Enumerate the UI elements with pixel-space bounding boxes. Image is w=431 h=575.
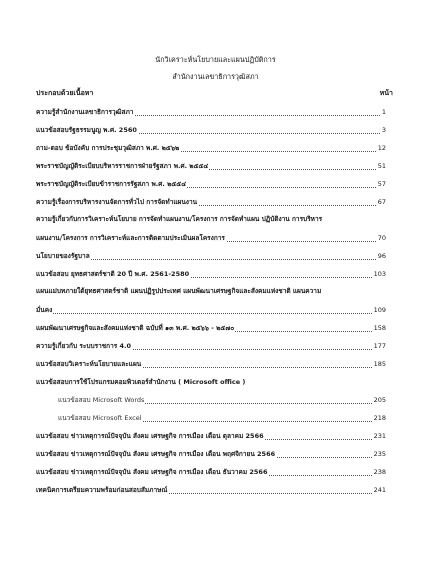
contents-label: ประกอบด้วยเนื้อหา — [36, 89, 94, 97]
toc-entry: เทคนิคการเตรียมความพร้อมก่อนสอบสัมภาษณ์ 241 — [36, 486, 386, 494]
toc-section-heading: แนวข้อสอบการใช้โปรแกรมคอมพิวเตอร์สำนักงาน ( Microsoft office ) — [36, 378, 246, 386]
toc-entry: พระราชบัญญัติระเบียบบริหารราชการฝ่ายรัฐสภา พ.ศ. ๒๕๕๔ 51 — [36, 162, 386, 170]
toc-entry: แผนพัฒนาเศรษฐกิจและสังคมแห่งชาติ ฉบับที่ ๑๓ พ.ศ. ๒๕๖๖ - ๒๕๗๐ 158 — [36, 324, 386, 332]
document-title: นักวิเคราะห์นโยบายและแผนปฏิบัติการ — [155, 55, 276, 64]
toc-entry: แผนงาน/โครงการ การวิเคราะห์และการติดตามประเมินผลโครงการ 70 — [36, 234, 386, 242]
toc-entry: แนวข้อสอบวิเคราะห์นโยบายและแผน 185 — [36, 360, 386, 368]
toc-entry: ความรู้เกี่ยวกับ ระบบราชการ 4.0 177 — [36, 342, 386, 350]
toc-subentry: แนวข้อสอบ Microsoft Words 205 — [58, 396, 386, 404]
toc-entry: นโยบายของรัฐบาล 96 — [36, 252, 386, 260]
document-subtitle: สำนักงานเลขาธิการวุฒิสภา — [172, 72, 259, 81]
toc-entry: แนวข้อสอบ ยุทธศาสตร์ชาติ 20 ปี พ.ศ. 2561-2580 103 — [36, 270, 386, 278]
toc-entry: แนวข้อสอบ ข่าวเหตุการณ์ปัจจุบัน สังคม เศรษฐกิจ การเมือง เดือน พฤศจิกายน 2566 235 — [36, 450, 386, 458]
toc-entry: มั่นคง 109 — [36, 306, 386, 314]
toc-entry: ความรู้เรื่องการบริหารงานจัดการทั่วไป การจัดทำแผนงาน 67 — [36, 198, 386, 206]
toc-subentry: แนวข้อสอบ Microsoft Excel 218 — [58, 414, 386, 422]
toc-entry-line1: ความรู้เกี่ยวกับการวิเคราะห์นโยบาย การจัดทำแผนงาน/โครงการ การจัดทำแผน ปฏิบัติงาน การบริหาร — [36, 215, 323, 223]
toc-entry: ความรู้สำนักงานเลขาธิการวุฒิสภา 1 — [36, 108, 386, 116]
toc-entry-line1: แผนแม่บทภายใต้ยุทธศาสตร์ชาติ แผนปฏิรูปประเทศ แผนพัฒนาเศรษฐกิจและสังคมแห่งชาติ แผนความ — [36, 287, 322, 295]
toc-entry: พระราชบัญญัติระเบียบข้าราชการรัฐสภา พ.ศ. ๒๕๕๔ 57 — [36, 180, 386, 188]
page-column-label: หน้า — [379, 89, 393, 97]
toc-entry: ถาม-ตอบ ข้อบังคับ การประชุมวุฒิสภา พ.ศ. ๒๕๖๒ 12 — [36, 144, 386, 152]
toc-entry: แนวข้อสอบ ข่าวเหตุการณ์ปัจจุบัน สังคม เศรษฐกิจ การเมือง เดือน ตุลาคม 2566 231 — [36, 432, 386, 440]
toc-entry: แนวข้อสอบ ข่าวเหตุการณ์ปัจจุบัน สังคม เศรษฐกิจ การเมือง เดือน ธันวาคม 2566 238 — [36, 468, 386, 476]
toc-entry: แนวข้อสอบรัฐธรรมนูญ พ.ศ. 2560 3 — [36, 126, 386, 134]
